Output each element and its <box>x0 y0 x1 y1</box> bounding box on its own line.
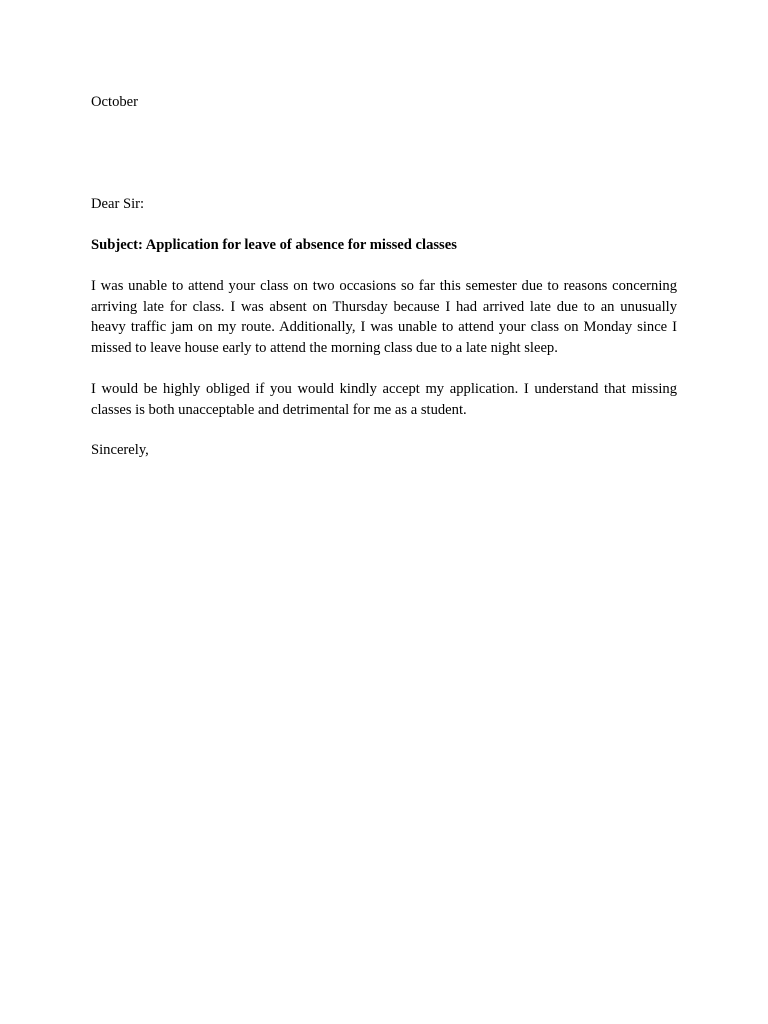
letter-paragraph: I was unable to attend your class on two occasions so far this semester due to reasons concerning arriving late for class. I was absent on Thursday because I had arrived late due to an unusually heavy traffic jam on my route. Additionally, I was unable to attend your class on Monday since I missed to leave house early to attend the morning class due to a late night sleep. <box>91 278 677 356</box>
letter-paragraph: I would be highly obliged if you would kindly accept my application. I understand that missing classes is both unacceptable and detrimental for me as a student. <box>91 381 677 418</box>
letter-salutation: Dear Sir: <box>91 196 145 212</box>
letter-date: October <box>91 94 139 110</box>
letter-subject: Subject: Application for leave of absence for missed classes <box>91 237 457 253</box>
letter-closing: Sincerely, <box>91 442 149 458</box>
